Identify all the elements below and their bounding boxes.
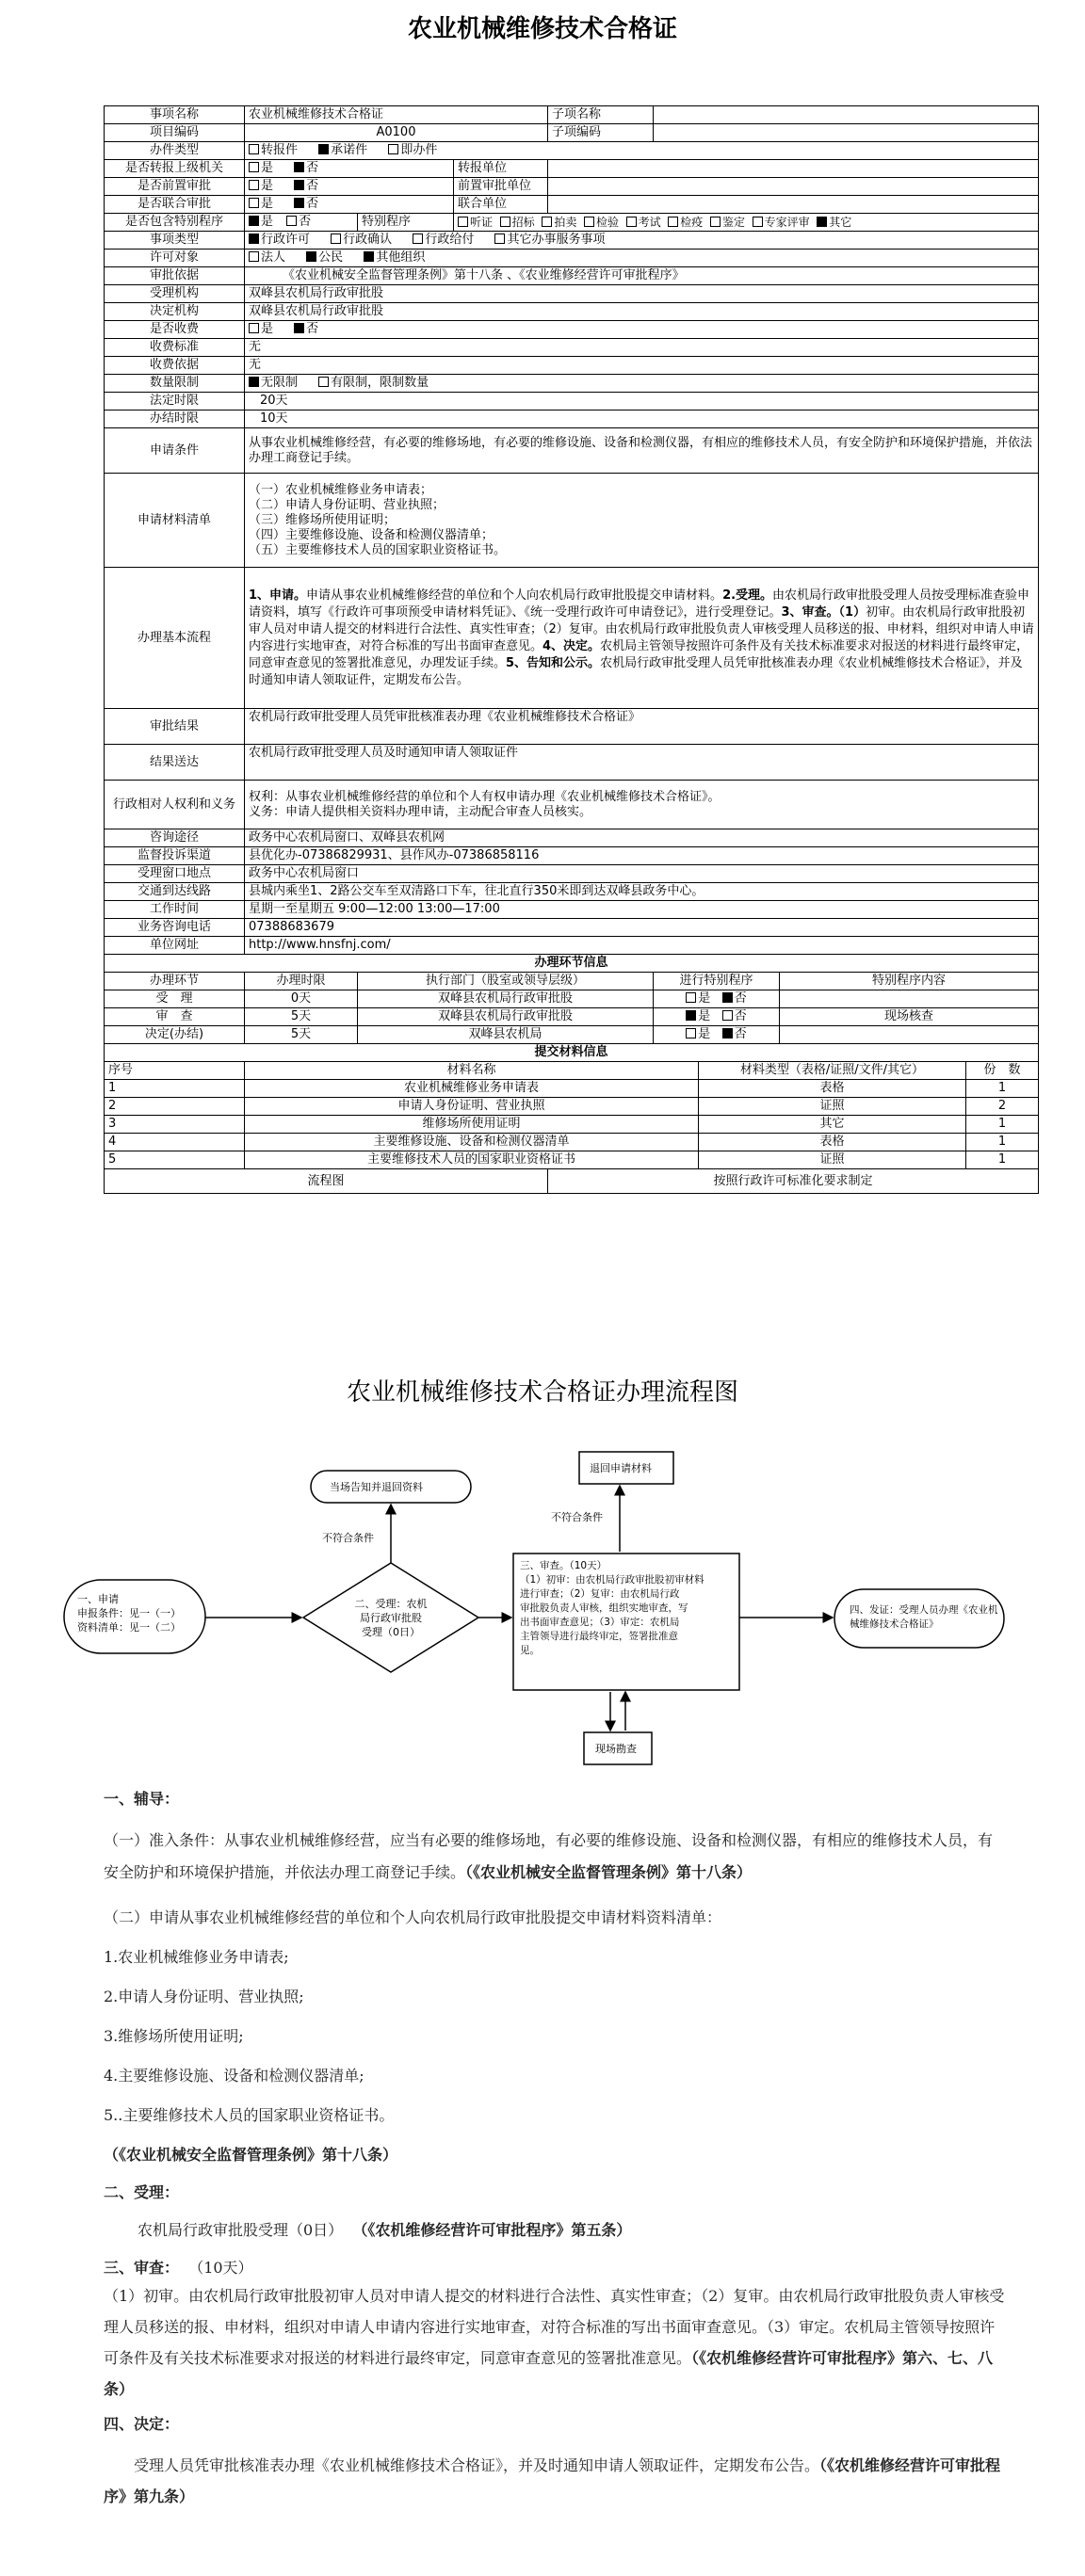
- checkbox-icon: [249, 251, 259, 262]
- flow-step-3-text: 初审。由农机局行政审批股初审人员对申请人提交的材料进行合法性、真实性审查；（2）复审。由农机局行政审批股负责人审核受理人员移送的报、申材料，组织对申请人申请内容进行实地审查，对符合标准的写出书面审查意见。: [249, 604, 1034, 653]
- opt-no: 否: [306, 161, 319, 175]
- qty-options: [245, 375, 1039, 393]
- apply-text: [77, 1592, 181, 1634]
- url-label: 单位网址: [105, 937, 245, 955]
- steps-header: 进行特别程序: [654, 973, 780, 990]
- target-label: 许可对象: [105, 250, 245, 267]
- fee-std: 无: [245, 339, 1039, 357]
- steps-header: 办理环节: [105, 973, 245, 990]
- doc-count: 1: [966, 1151, 1039, 1169]
- guide-heading: 三、审查：: [104, 2259, 180, 2277]
- guide-list-item: 5..主要维修技术人员的国家职业资格证书。: [104, 2106, 395, 2124]
- route: 县城内乘坐1、2路公交车至双清路口下车，往北直行350米即到达双峰县政务中心。: [245, 883, 1039, 901]
- opt-no: 否: [306, 197, 319, 211]
- cond: 从事农业机械维修经营，有必要的维修场地，有必要的维修设施、设备和检测仪器，有相应的维修技术人员，有安全防护和环境保护措施，并依法办理工商登记手续。: [245, 428, 1039, 474]
- phone: 07388683679: [245, 919, 1039, 937]
- type-label: 办件类型: [105, 142, 245, 160]
- doc-no: 2: [105, 1098, 245, 1116]
- flowchart: [57, 1412, 1036, 1770]
- checkbox-checked-icon: [249, 233, 259, 244]
- step-name: 决定(办结): [105, 1026, 245, 1044]
- step-name: 受 理: [105, 990, 245, 1008]
- opt-no: 否: [734, 991, 747, 1006]
- doc-type: 表格: [699, 1080, 966, 1098]
- opt-yes: 是: [261, 197, 274, 211]
- pre-unit-label: 前置审批单位: [454, 178, 548, 196]
- legal-label: 法定时限: [105, 393, 245, 411]
- opt-yes: 是: [698, 1027, 711, 1041]
- opt-yes: 是: [698, 991, 711, 1006]
- window: 政务中心农机局窗口: [245, 865, 1039, 883]
- guide-ref: （《农机维修经营许可审批程序》第九条）: [104, 2456, 1001, 2505]
- checkbox-icon: [249, 180, 259, 190]
- sub-name-value: [654, 106, 1039, 124]
- doc-no: 1: [105, 1080, 245, 1098]
- flow-step-5-text: 农机局行政审批受理人员凭审批核准表办理《农业机械维修技术合格证》，并及时通知申请人领取证件，定期发布公告。: [249, 655, 1023, 687]
- accept-line: 局行政审批股: [360, 1612, 422, 1624]
- steps-row: [105, 1026, 1039, 1044]
- checkbox-checked-icon: [306, 251, 316, 262]
- legal-days: 20天: [245, 393, 1039, 411]
- doc-name: 维修场所使用证明: [245, 1116, 699, 1134]
- steps-header: 特别程序内容: [780, 973, 1039, 990]
- checkbox-icon: [542, 217, 552, 227]
- checkbox-checked-icon: [364, 251, 374, 262]
- flowchart-title: 农业机械维修技术合格证办理流程图: [346, 1378, 738, 1407]
- review-line: 主管领导进行最终审定，签署批准意: [520, 1631, 678, 1642]
- page-title: 农业机械维修技术合格证: [407, 15, 677, 43]
- special-proc-label: 特别程序: [358, 214, 454, 232]
- guide-heading-3: [104, 2256, 1006, 2280]
- window-label: 受理窗口地点: [105, 865, 245, 883]
- checkbox-icon: [413, 233, 423, 244]
- checkbox-icon: [500, 217, 510, 227]
- pre-label: 是否前置审批: [105, 178, 245, 196]
- guide-text: （一）准入条件：从事农业机械维修经营，应当有必要的维修场地，有必要的维修设施、设备和检测仪器，有相应的维修技术人员，有安全防护和环境保护措施，并依法办理工商登记手续。: [104, 1831, 994, 1881]
- flow-step-2: 2.受理。: [722, 588, 773, 603]
- checkbox-icon: [388, 144, 398, 154]
- url: http://www.hnsfnj.com/: [245, 937, 1039, 955]
- decide-org: 双峰县农机局行政审批股: [245, 303, 1039, 321]
- transfer-unit-label: 转报单位: [454, 160, 548, 178]
- doc-count: 1: [966, 1080, 1039, 1098]
- checkbox-icon: [249, 323, 259, 333]
- guide-list-item: 3.维修场所使用证明;: [104, 2027, 244, 2045]
- review-line: （1）初审：由农机局行政审批股初审材料: [520, 1574, 704, 1586]
- guide-list-item: 4.主要维修设施、设备和检测仪器清单;: [104, 2067, 364, 2085]
- guide-text: 受理人员凭审批核准表办理《农业机械维修技术合格证》，并及时通知申请人领取证件，定期发布公告。: [134, 2456, 820, 2474]
- site-text: 现场勘查: [595, 1743, 637, 1755]
- opt-yes: 是: [261, 322, 274, 336]
- guide-ref: （《农业机械安全监督管理条例》第十八条）: [104, 2146, 398, 2164]
- guide-para-5: [104, 2450, 1006, 2512]
- special-opt: 检疫: [680, 216, 704, 229]
- step-special: [654, 990, 780, 1008]
- special-opt: 检验: [595, 216, 619, 229]
- apply-line: 资料清单：见一（二）: [77, 1621, 181, 1634]
- review-line: 见。: [520, 1645, 540, 1656]
- fee-std-label: 收费标准: [105, 339, 245, 357]
- checkbox-icon: [626, 217, 637, 227]
- checkbox-icon: [686, 1028, 696, 1038]
- checkbox-icon: [249, 162, 259, 172]
- joint-options: [245, 196, 454, 214]
- doc-count: 1: [966, 1134, 1039, 1151]
- docs-row: [105, 1098, 1039, 1116]
- code: A0100: [245, 124, 548, 142]
- basis-label: 审批依据: [105, 267, 245, 285]
- review-text: [520, 1559, 737, 1658]
- step-content: [780, 990, 1039, 1008]
- cat-opt: 其它办事服务事项: [507, 233, 606, 247]
- return-text: 退回申请材料: [590, 1462, 652, 1474]
- notify-text: 当场告知并退回资料: [330, 1481, 423, 1493]
- doc-type: 其它: [699, 1116, 966, 1134]
- deliver: 农机局行政审批受理人员及时通知申请人领取证件: [245, 745, 1039, 781]
- checkbox-checked-icon: [294, 180, 304, 190]
- materials-label: 申请材料清单: [105, 474, 245, 568]
- result: 农机局行政审批受理人员凭审批核准表办理《农业机械维修技术合格证》: [245, 709, 1039, 745]
- type-opt-promise: 承诺件: [331, 143, 368, 157]
- materials: （一）农业机械维修业务申请表； （二）申请人身份证明、营业执照； （三）维修场所使用证明； （四）主要维修设施、设备和检测仪器清单； （五）主要维修技术人员的国家职业资格证书。: [245, 474, 1039, 568]
- checkbox-checked-icon: [318, 144, 329, 154]
- steps-row: [105, 990, 1039, 1008]
- decide-org-label: 决定机构: [105, 303, 245, 321]
- item-name: 农业机械维修技术合格证: [245, 106, 548, 124]
- checkbox-checked-icon: [817, 217, 827, 227]
- issue-text: [850, 1603, 998, 1632]
- guide-text: （1）初审。由农机局行政审批股初审人员对申请人提交的材料进行合法性、真实性审查；（2）复审。由农机局行政审批股负责人审核受理人员移送的报、申材料，组织对申请人申请内容进行实地审查，对符合标准的写出书面审查意见。（3）审定。农机局主管领导按照许可条件及有关技术标准要求对报送的材料进行最终审定，同意审查意见的签署批准意见。: [104, 2287, 1005, 2367]
- checkbox-checked-icon: [249, 216, 259, 226]
- doc-no: 3: [105, 1116, 245, 1134]
- steps-header: 办理时限: [245, 973, 358, 990]
- hours: 星期一至星期五 9:00—12:00 13:00—17:00: [245, 901, 1039, 919]
- checkbox-checked-icon: [722, 992, 733, 1003]
- cond-label: 申请条件: [105, 428, 245, 474]
- basis: 《农业机械安全监督管理条例》第十八条 、《农业维修经营许可审批程序》: [245, 267, 1039, 285]
- special-opt: 考试: [638, 216, 661, 229]
- deliver-label: 结果送达: [105, 745, 245, 781]
- opt-yes: 是: [261, 161, 274, 175]
- cat-options: [245, 232, 1039, 250]
- checkbox-checked-icon: [294, 162, 304, 172]
- guide-heading-1: 一、辅导：: [104, 1790, 180, 1808]
- rights: 权利：从事农业机械维修经营的单位和个人有权申请办理《农业机械维修技术合格证》。 义务：申请人提供相关资料办理申请，主动配合审查人员核实。: [245, 781, 1039, 829]
- qty-opt: 无限制: [261, 376, 299, 390]
- docs-row: [105, 1116, 1039, 1134]
- type-options: [245, 142, 1039, 160]
- guide-para-2: （二）申请从事农业机械维修经营的单位和个人向农机局行政审批股提交申请材料资料清单：: [104, 1908, 722, 1926]
- doc-type: 证照: [699, 1151, 966, 1169]
- special-opt: 专家评审: [764, 216, 810, 229]
- pre-options: [245, 178, 454, 196]
- opt-yes: 是: [261, 179, 274, 193]
- type-opt-instant: 即办件: [400, 143, 438, 157]
- target-opt: 公民: [318, 250, 344, 265]
- guide-heading-2: 二、受理：: [104, 2183, 180, 2201]
- docs-header: 材料名称: [245, 1062, 699, 1080]
- step-special: [654, 1008, 780, 1026]
- doc-name: 主要维修技术人员的国家职业资格证书: [245, 1151, 699, 1169]
- fee-basis-label: 收费依据: [105, 357, 245, 375]
- consult: 政务中心农机局窗口、双峰县农机网: [245, 829, 1039, 847]
- guide-para-1: [104, 1825, 1006, 1889]
- guide-section: [104, 1787, 1006, 2512]
- proc-days: 10天: [245, 411, 1039, 428]
- proc-label: 办结时限: [105, 411, 245, 428]
- docs-header: 序号: [105, 1062, 245, 1080]
- no-cond-label: 不符合条件: [551, 1511, 603, 1523]
- cat-opt: 行政给付: [425, 233, 475, 247]
- checkbox-icon: [668, 217, 678, 227]
- doc-no: 4: [105, 1134, 245, 1151]
- special-opt: 拍卖: [554, 216, 577, 229]
- flow-step-4: 4、决定。: [542, 638, 601, 653]
- checkbox-checked-icon: [686, 1010, 696, 1021]
- qty-opt: 有限制，限制数量: [331, 376, 429, 390]
- checkbox-icon: [318, 377, 329, 387]
- review-line: 三、审查。（10天）: [520, 1560, 607, 1571]
- docs-row: [105, 1080, 1039, 1098]
- checkbox-icon: [286, 216, 297, 226]
- checkbox-icon: [722, 1010, 733, 1021]
- guide-text: 农机局行政审批股受理（0日）: [138, 2221, 344, 2239]
- flow-step-1: 1、申请。: [249, 588, 307, 603]
- info-table: [104, 105, 1039, 1194]
- fee-label: 是否收费: [105, 321, 245, 339]
- joint-unit-label: 联合单位: [454, 196, 548, 214]
- review-line: 审批股负责人审核，组织实地审查，写: [520, 1602, 688, 1614]
- checkbox-checked-icon: [249, 377, 259, 387]
- target-options: [245, 250, 1039, 267]
- step-dept: 双峰县农机局行政审批股: [358, 990, 654, 1008]
- guide-list-item: 2.申请人身份证明、营业执照;: [104, 1988, 304, 2005]
- upper-options: [245, 160, 454, 178]
- step-time: 5天: [245, 1026, 358, 1044]
- cat-opt: 行政确认: [343, 233, 393, 247]
- opt-yes: 是: [698, 1009, 711, 1023]
- guide-ref: （《农业机械安全监督管理条例》第十八条）: [465, 1863, 753, 1881]
- doc-type: 表格: [699, 1134, 966, 1151]
- fee-options: [245, 321, 1039, 339]
- checkbox-icon: [584, 217, 594, 227]
- doc-name: 农业机械维修业务申请表: [245, 1080, 699, 1098]
- checkbox-icon: [249, 198, 259, 208]
- flow-step-4-text: 农机局主管领导按照许可条件及有关技术标准要求对报送的材料进行最终审定，同意审查意见的签署批准意见，办理发证手续。: [249, 638, 1029, 670]
- consult-label: 咨询途径: [105, 829, 245, 847]
- accept-line: 二、受理：农机: [354, 1598, 428, 1610]
- route-label: 交通到达线路: [105, 883, 245, 901]
- sub-code-value: [654, 124, 1039, 142]
- opt-no: 否: [306, 179, 319, 193]
- flow-text: [245, 568, 1039, 709]
- guide-list-item: 1.农业机械维修业务申请表;: [104, 1948, 289, 1966]
- transfer-unit-value: [548, 160, 1039, 178]
- docs-row: [105, 1134, 1039, 1151]
- review-line: 出书面审查意见；（3）审定：农机局: [520, 1617, 680, 1628]
- joint-label: 是否联合审批: [105, 196, 245, 214]
- opt-no: 否: [734, 1009, 747, 1023]
- apply-line: 一、申请: [77, 1593, 119, 1605]
- accept-text: [344, 1597, 438, 1639]
- code-label: 项目编码: [105, 124, 245, 142]
- complain: 县优化办-07386829931、县作风办-07386858116: [245, 847, 1039, 865]
- special-opt: 鉴定: [721, 216, 745, 229]
- doc-name: 主要维修设施、设备和检测仪器清单: [245, 1134, 699, 1151]
- cat-opt: 行政许可: [261, 233, 311, 247]
- checkbox-checked-icon: [294, 198, 304, 208]
- guide-ref: （《农机维修经营许可审批程序》第六、七、八条）: [104, 2349, 994, 2398]
- checkbox-icon: [458, 217, 468, 227]
- item-name-label: 事项名称: [105, 106, 245, 124]
- doc-type: 证照: [699, 1098, 966, 1116]
- target-opt: 法人: [261, 250, 286, 265]
- opt-no: 否: [299, 215, 312, 229]
- steps-section-title: 办理环节信息: [105, 955, 1039, 973]
- guide-days: （10天）: [188, 2259, 253, 2277]
- sub-code-label: 子项编码: [548, 124, 654, 142]
- type-opt-transfer: 转报件: [261, 143, 299, 157]
- no-cond-label: 不符合条件: [322, 1532, 374, 1544]
- docs-row: [105, 1151, 1039, 1169]
- checkbox-icon: [494, 233, 505, 244]
- result-label: 审批结果: [105, 709, 245, 745]
- issue-line: 械维修技术合格证》: [850, 1618, 939, 1630]
- rights-label: 行政相对人权利和义务: [105, 781, 245, 829]
- fee-basis: 无: [245, 357, 1039, 375]
- checkbox-icon: [686, 992, 696, 1003]
- flow-step-1-text: 申请从事农业机械维修经营的单位和个人向农机局行政审批股提交申请材料。: [306, 588, 723, 603]
- opt-no: 否: [306, 322, 319, 336]
- special-proc-options: [454, 214, 1039, 232]
- accept-line: 受理（0日）: [362, 1626, 420, 1638]
- checkbox-icon: [249, 144, 259, 154]
- step-dept: 双峰县农机局: [358, 1026, 654, 1044]
- special-options: [245, 214, 358, 232]
- issue-line: 四、发证：受理人员办理《农业机: [850, 1604, 998, 1616]
- guide-heading-4: 四、决定：: [104, 2415, 180, 2433]
- special-opt: 其它: [829, 216, 852, 229]
- apply-line: 申报条件：见一（一）: [77, 1607, 181, 1619]
- flow-step-3: 3、审查。（1）: [781, 604, 866, 620]
- special-label: 是否包含特别程序: [105, 214, 245, 232]
- sub-name-label: 子项名称: [548, 106, 654, 124]
- joint-unit-value: [548, 196, 1039, 214]
- flowchart-label: 流程图: [105, 1169, 548, 1194]
- doc-name: 申请人身份证明、营业执照: [245, 1098, 699, 1116]
- accept-org: 双峰县农机局行政审批股: [245, 285, 1039, 303]
- complain-label: 监督投诉渠道: [105, 847, 245, 865]
- pre-unit-value: [548, 178, 1039, 196]
- opt-yes: 是: [261, 215, 274, 229]
- docs-header: 份 数: [966, 1062, 1039, 1080]
- checkbox-icon: [710, 217, 721, 227]
- step-content: 现场核查: [780, 1008, 1039, 1026]
- step-content: [780, 1026, 1039, 1044]
- step-special: [654, 1026, 780, 1044]
- upper-label: 是否转报上级机关: [105, 160, 245, 178]
- docs-header: 材料类型（表格/证照/文件/其它）: [699, 1062, 966, 1080]
- review-line: 进行审查；（2）复审：由农机局行政: [520, 1588, 680, 1600]
- step-time: 5天: [245, 1008, 358, 1026]
- checkbox-checked-icon: [722, 1028, 733, 1038]
- checkbox-checked-icon: [294, 323, 304, 333]
- checkbox-icon: [331, 233, 341, 244]
- step-name: 审 查: [105, 1008, 245, 1026]
- accept-org-label: 受理机构: [105, 285, 245, 303]
- doc-count: 2: [966, 1098, 1039, 1116]
- guide-ref: （《农机维修经营许可审批程序》第五条）: [352, 2221, 632, 2239]
- steps-header: 执行部门（股室或领导层级）: [358, 973, 654, 990]
- doc-no: 5: [105, 1151, 245, 1169]
- special-opt: 招标: [511, 216, 535, 229]
- docs-section-title: 提交材料信息: [105, 1044, 1039, 1062]
- checkbox-icon: [753, 217, 763, 227]
- phone-label: 业务咨询电话: [105, 919, 245, 937]
- flow-step-2-text: 由农机局行政审批股受理人员按受理标准查验申请资料，填写《行政许可事项预受申请材料凭证》、《统一受理行政许可申请登记》，进行受理登记。: [249, 588, 1030, 620]
- flow-label: 办理基本流程: [105, 568, 245, 709]
- hours-label: 工作时间: [105, 901, 245, 919]
- standard-note: 按照行政许可标准化要求制定: [548, 1169, 1039, 1194]
- qty-label: 数量限制: [105, 375, 245, 393]
- steps-row: [105, 1008, 1039, 1026]
- doc-count: 1: [966, 1116, 1039, 1134]
- cat-label: 事项类型: [105, 232, 245, 250]
- step-time: 0天: [245, 990, 358, 1008]
- special-opt: 听证: [470, 216, 494, 229]
- opt-no: 否: [734, 1027, 747, 1041]
- step-dept: 双峰县农机局行政审批股: [358, 1008, 654, 1026]
- flow-step-5: 5、告知和公示。: [506, 655, 601, 670]
- guide-para-4: [104, 2280, 1006, 2405]
- target-opt: 其他组织: [376, 250, 426, 265]
- guide-para-3: [104, 2218, 1006, 2243]
